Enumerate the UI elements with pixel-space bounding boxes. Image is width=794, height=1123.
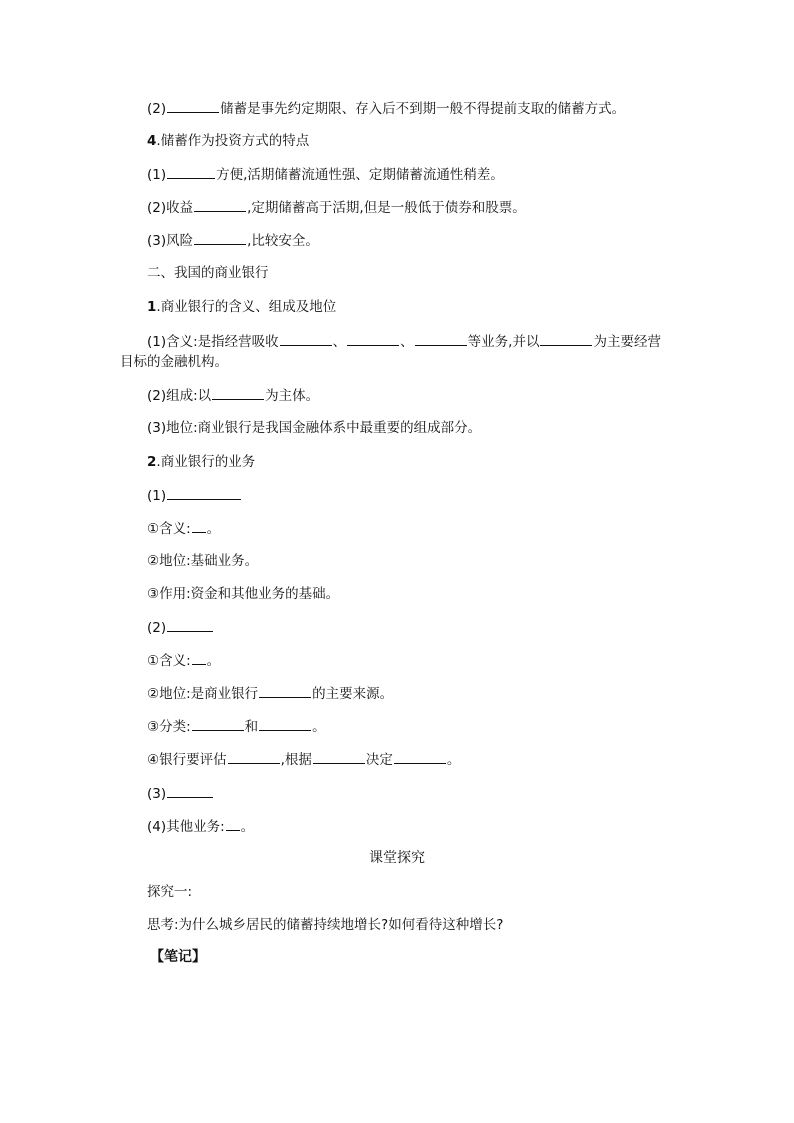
text-line — [147, 749, 460, 770]
line-text: 。 — [312, 719, 326, 735]
line-text: 。 — [446, 752, 461, 768]
text-line — [147, 617, 214, 638]
fill-blank — [394, 749, 446, 764]
line-text: (1)含义:是指经营吸收 — [147, 334, 279, 350]
text-line — [147, 485, 242, 506]
line-text: ,比较安全。 — [247, 233, 319, 249]
line-text: 【笔记】 — [150, 949, 206, 965]
line-text: ②地位:基础业务。 — [147, 553, 259, 569]
text-line — [147, 385, 319, 406]
line-text: 为主体。 — [265, 388, 320, 404]
line-text: 探究一: — [147, 884, 193, 900]
item-number: (3) — [147, 786, 167, 802]
text-line — [147, 164, 504, 185]
line-text: 。 — [206, 653, 221, 669]
fill-blank — [167, 98, 219, 113]
section-heading — [147, 263, 269, 283]
line-text: 为主要经营 — [593, 334, 661, 350]
heading-line — [147, 131, 309, 151]
line-text: ,根据 — [280, 752, 312, 768]
fill-blank — [212, 385, 264, 400]
fill-blank — [167, 617, 213, 632]
line-text: 方便,活期储蓄流通性强、定期储蓄流通性稍差。 — [216, 167, 504, 183]
line-text: ③作用:资金和其他业务的基础。 — [147, 586, 340, 602]
text-line — [147, 197, 526, 218]
text-line — [147, 418, 481, 438]
heading-text: .商业银行的含义、组成及地位 — [156, 299, 337, 315]
text-line — [147, 915, 503, 935]
fill-blank — [347, 331, 399, 346]
line-text: 。 — [206, 521, 221, 537]
line-text: 。 — [240, 819, 255, 835]
text-line — [147, 816, 254, 837]
line-text: (3)风险 — [147, 233, 194, 249]
fill-blank — [167, 164, 215, 179]
text-line — [147, 683, 393, 704]
text-line — [120, 352, 228, 372]
text-line — [147, 331, 661, 352]
section-title: 课堂探究 — [369, 850, 425, 866]
fill-blank — [259, 716, 311, 731]
line-text: 目标的金融机构。 — [120, 354, 228, 370]
line-text: ②地位:是商业银行 — [147, 686, 259, 702]
fill-blank — [415, 331, 467, 346]
heading-line — [147, 452, 255, 472]
line-text: 和 — [244, 719, 259, 735]
line-text: ④银行要评估 — [147, 752, 227, 768]
line-text: 等业务,并以 — [467, 334, 540, 350]
line-text: ③分类: — [147, 719, 191, 735]
fill-blank — [228, 749, 280, 764]
text-line — [147, 716, 326, 737]
text-line — [147, 551, 258, 571]
heading-number: 1 — [147, 299, 157, 315]
fill-blank — [192, 650, 206, 665]
fill-blank — [259, 683, 311, 698]
line-text: 思考:为什么城乡居民的储蓄持续地增长?如何看待这种增长? — [147, 917, 504, 933]
item-number: (1) — [147, 488, 167, 504]
notes-heading — [150, 947, 206, 967]
item-number: (2) — [147, 620, 167, 636]
fill-blank — [313, 749, 365, 764]
text-line — [147, 230, 319, 251]
heading-line — [147, 297, 336, 317]
line-text: 、 — [332, 334, 347, 350]
item-number: (1) — [147, 167, 167, 183]
text-line — [147, 518, 220, 539]
text-line — [147, 783, 214, 804]
fill-blank — [194, 230, 246, 245]
line-text: 、 — [400, 334, 414, 350]
item-number: (2) — [147, 101, 167, 117]
line-text: ①含义: — [147, 653, 191, 669]
fill-blank — [540, 331, 592, 346]
line-text: 的主要来源。 — [312, 686, 394, 702]
fill-blank — [192, 716, 244, 731]
text-line — [147, 98, 625, 119]
line-text: 决定 — [365, 752, 393, 768]
heading-number: 2 — [147, 454, 157, 470]
heading-text: .商业银行的业务 — [156, 454, 256, 470]
fill-blank — [192, 518, 206, 533]
text-line — [147, 882, 192, 902]
fill-blank — [167, 783, 213, 798]
fill-blank — [194, 197, 246, 212]
fill-blank — [280, 331, 332, 346]
line-text: (2)组成:以 — [147, 388, 212, 404]
heading-text: .储蓄作为投资方式的特点 — [156, 133, 310, 149]
line-text: ①含义: — [147, 521, 191, 537]
fill-blank — [167, 485, 241, 500]
text-line — [147, 650, 220, 671]
line-text: (3)地位:商业银行是我国金融体系中最重要的组成部分。 — [147, 420, 482, 436]
text-line — [147, 584, 339, 604]
heading-number: 4 — [147, 133, 157, 149]
line-text: (2)收益 — [147, 200, 194, 216]
fill-blank — [226, 816, 240, 831]
line-text: 储蓄是事先约定期限、存入后不到期一般不得提前支取的储蓄方式。 — [220, 101, 626, 117]
line-text: ,定期储蓄高于活期,但是一般低于债券和股票。 — [247, 200, 526, 216]
line-text: (4)其他业务: — [147, 819, 225, 835]
line-text: 二、我国的商业银行 — [147, 265, 269, 281]
